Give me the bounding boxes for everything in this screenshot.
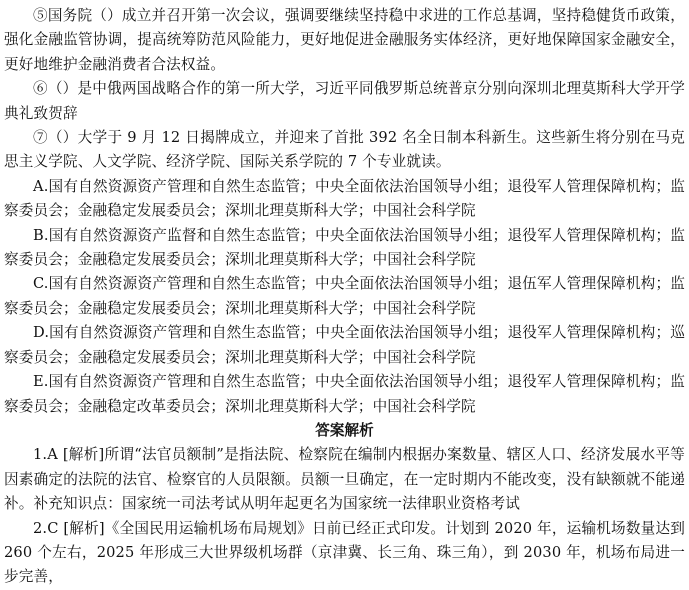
option-a: A.国有自然资源资产管理和自然生态监管；中央全面依法治国领导小组；退役军人管理保障机构；监察委员会；金融稳定发展委员会；深圳北理莫斯科大学；中国社会科学院 [4,177,685,220]
question-item-7: ⑦（）大学于 9 月 12 日揭牌成立，并迎来了首批 392 名全日制本科新生。这些新生将分别在马克思主义学院、人文学院、经济学院、国际关系学院的 7 个专业就读。 [4,129,685,171]
question-item-6: ⑥（）是中俄两国战略合作的第一所大学，习近平同俄罗斯总统普京分别向深圳北理莫斯科大学开学典礼致贺辞 [4,80,685,122]
question-item-5: ⑤国务院（）成立并召开第一次会议，强调要继续坚持稳中求进的工作总基调，坚持稳健货币政策，强化金融监管协调，提高统筹防范风险能力，更好地促进金融服务实体经济，更好地保障国家金融安全，更好地维护金融消费者合法权益。 [4,7,685,73]
answer-heading: 答案解析 [315,421,374,439]
answer-item-1: 1.A [解析]所谓“法官员额制”是指法院、检察院在编制内根据办案数量、辖区人口、经济发展水平等因素确定的法院的法官、检察官的人员限额。员额一旦确定，在一定时期内不能改变，没有缺额就不能递补。补充知识点：国家统一司法考试从明年起更名为国家统一法律职业资格考试 [4,446,685,513]
answer-item-2: 2.C [解析]《全国民用运输机场布局规划》日前已经正式印发。计划到 2020 年，运输机场数量达到 260 个左右，2025 年形成三大世界级机场群（京津冀、长三角、珠三角），到 2030 年，机场布局进一步完善， [4,519,686,586]
option-d: D.国有自然资源资产管理和自然生态监管；中央全面依法治国领导小组；退役军人管理保障机构；巡察委员会；金融稳定发展委员会；深圳北理莫斯科大学；中国社会科学院 [4,324,685,366]
option-e: E.国有自然资源资产管理和自然生态监管；中央全面依法治国领导小组；退役军人管理保障机构；监察委员会；金融稳定改革委员会；深圳北理莫斯科大学；中国社会科学院 [4,373,685,415]
option-b: B.国有自然资源资产监督和自然生态监管；中央全面依法治国领导小组；退役军人管理保障机构；监察委员会；金融稳定发展委员会；深圳北理莫斯科大学；中国社会科学院 [4,226,685,269]
option-c: C.国有自然资源资产管理和自然生态监管；中央全面依法治国领导小组；退伍军人管理保障机构；监察委员会；金融稳定发展委员会；深圳北理莫斯科大学；中国社会科学院 [4,275,685,317]
